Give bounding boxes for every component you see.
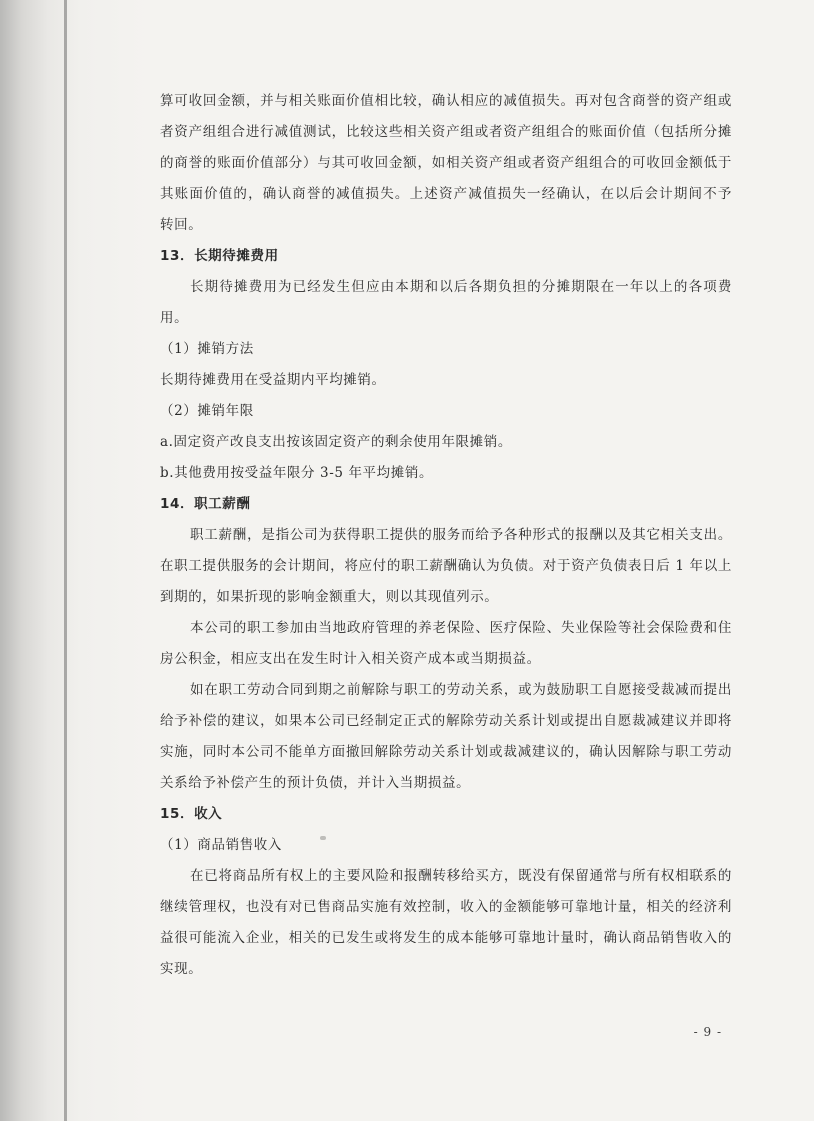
paragraph-line: 实施，同时本公司不能单方面撤回解除劳动关系计划或裁减建议的，确认因解除与职工劳动 <box>160 744 732 760</box>
paragraph-line: 其账面价值的，确认商誉的减值损失。上述资产减值损失一经确认，在以后会计期间不予 <box>160 186 732 202</box>
document-page-body <box>160 86 732 985</box>
paragraph-line: b.其他费用按受益年限分 3-5 年平均摊销。 <box>160 465 434 481</box>
paragraph-first-line: 在已将商品所有权上的主要风险和报酬转移给买方，既没有保留通常与所有权相联系的 <box>190 868 732 884</box>
paragraph-line: 继续管理权，也没有对已售商品实施有效控制，收入的金额能够可靠地计量，相关的经济利 <box>160 899 732 915</box>
paragraph-line: 者资产组组合进行减值测试，比较这些相关资产组或者资产组组合的账面价值（包括所分摊 <box>160 124 732 140</box>
paragraph-first-line: 职工薪酬，是指公司为获得职工提供的服务而给予各种形式的报酬以及其它相关支出。 <box>190 527 732 543</box>
section-heading: 15．收入 <box>160 806 223 822</box>
paragraph-line: 在职工提供服务的会计期间，将应付的职工薪酬确认为负债。对于资产负债表日后 1 年以上 <box>160 558 732 574</box>
paragraph-first-line: 本公司的职工参加由当地政府管理的养老保险、医疗保险、失业保险等社会保险费和住 <box>190 620 732 636</box>
paragraph-line: a.固定资产改良支出按该固定资产的剩余使用年限摊销。 <box>160 434 512 450</box>
paragraph-line: 给予补偿的建议，如果本公司已经制定正式的解除劳动关系计划或提出自愿裁减建议并即将 <box>160 713 732 729</box>
page-number: - 9 - <box>693 1025 722 1039</box>
paragraph-line: （1）商品销售收入 <box>160 837 282 853</box>
paragraph-line: 转回。 <box>160 217 203 233</box>
paragraph-line: （1）摊销方法 <box>160 341 254 357</box>
section-heading: 14．职工薪酬 <box>160 496 251 512</box>
paragraph-line: 房公积金，相应支出在发生时计入相关资产成本或当期损益。 <box>160 651 541 667</box>
paragraph-first-line: 如在职工劳动合同到期之前解除与职工的劳动关系，或为鼓励职工自愿接受裁减而提出 <box>190 682 732 698</box>
paragraph-line: 的商誉的账面价值部分）与其可收回金额，如相关资产组或者资产组组合的可收回金额低于 <box>160 155 732 171</box>
scan-speck-mark <box>320 836 326 840</box>
paragraph-line: 长期待摊费用在受益期内平均摊销。 <box>160 372 386 388</box>
paragraph-line: 算可收回金额，并与相关账面价值相比较，确认相应的减值损失。再对包含商誉的资产组或 <box>160 93 732 109</box>
scan-binding-shadow <box>0 0 150 1121</box>
section-heading: 13．长期待摊费用 <box>160 248 279 264</box>
scan-gutter-line <box>64 0 67 1121</box>
paragraph-line: （2）摊销年限 <box>160 403 254 419</box>
paragraph-line: 益很可能流入企业，相关的已发生或将发生的成本能够可靠地计量时，确认商品销售收入的 <box>160 930 732 946</box>
paragraph-line: 关系给予补偿产生的预计负债，并计入当期损益。 <box>160 775 471 791</box>
paragraph-line: 实现。 <box>160 961 203 977</box>
paragraph-line: 用。 <box>160 310 189 326</box>
paragraph-line: 到期的，如果折现的影响金额重大，则以其现值列示。 <box>160 589 499 605</box>
paragraph-first-line: 长期待摊费用为已经发生但应由本期和以后各期负担的分摊期限在一年以上的各项费 <box>190 279 732 295</box>
